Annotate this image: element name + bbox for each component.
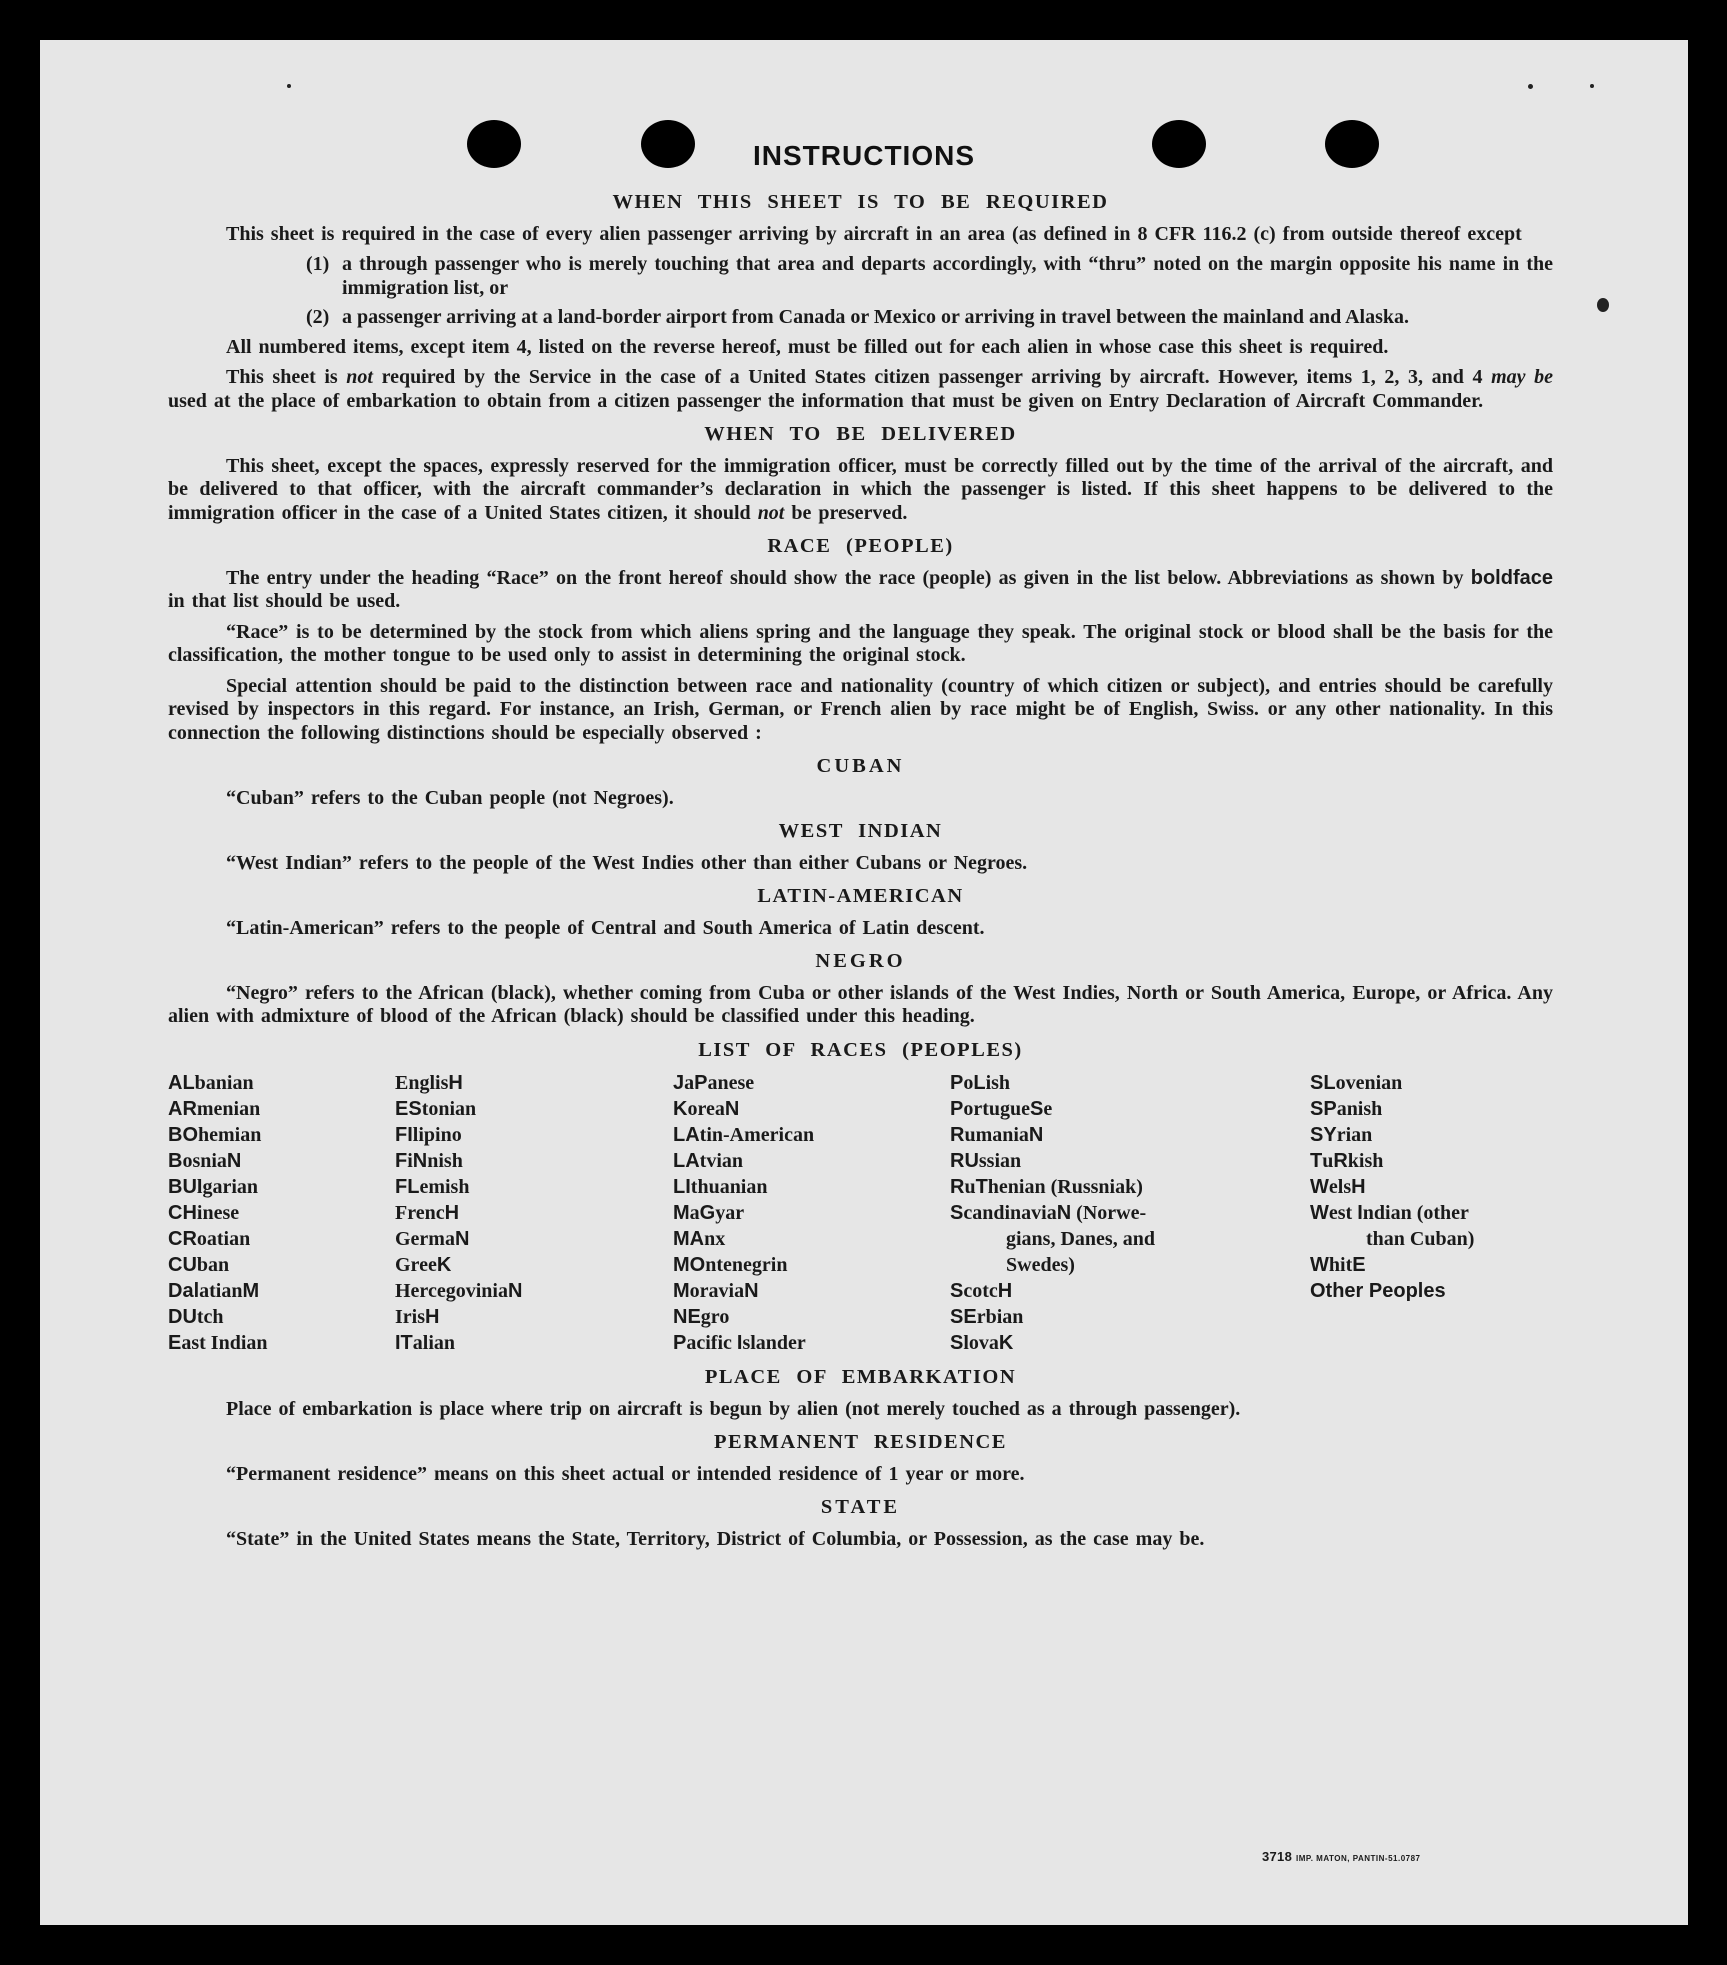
race-entry: FLemish <box>395 1176 470 1198</box>
race-entry: PortugueSe <box>950 1098 1053 1120</box>
race-entry: FrencH <box>395 1202 460 1224</box>
race-entry: JaPanese <box>673 1072 755 1094</box>
heading-list-of-races: LIST OF RACES (PEOPLES) <box>698 1038 1023 1061</box>
item-number: (1) <box>306 253 330 275</box>
race-entry: TuRkish <box>1310 1150 1384 1172</box>
heading-when-required: WHEN THIS SHEET IS TO BE REQUIRED <box>612 191 1109 213</box>
race-entry: RuThenian (Russniak) <box>950 1176 1143 1198</box>
emphasis-not: not <box>757 501 785 524</box>
race-entry: MOntenegrin <box>673 1254 788 1276</box>
race-entry: East Indian <box>168 1332 268 1354</box>
race-entry: West Indian (other <box>1310 1202 1469 1224</box>
race-entry: BUlgarian <box>168 1176 259 1198</box>
race-column <box>168 1070 395 1356</box>
text-run: The entry under the heading “Race” on the front hereof should show the race (people) as given in the list below. Abbreviations as shown by <box>226 566 1471 589</box>
heading-permanent-residence: PERMANENT RESIDENCE <box>714 1431 1007 1453</box>
race-entry: MoraviaN <box>673 1280 759 1302</box>
race-entry: FIlipino <box>395 1124 462 1146</box>
instruction-sheet <box>40 40 1688 1925</box>
race-entry: Pacific Islander <box>673 1332 806 1354</box>
race-entry: SPanish <box>1310 1098 1383 1120</box>
embarkation-text: Place of embarkation is place where trip on aircraft is begun by alien (not merely touched as a through passenger). <box>226 1397 1241 1420</box>
state-text: “State” in the United States means the State, Territory, District of Columbia, or Possession, as the case may be. <box>226 1527 1205 1550</box>
race-entry: SYrian <box>1310 1124 1373 1146</box>
heading-latin-american: LATIN-AMERICAN <box>757 885 964 907</box>
race-entry: LAtin-American <box>673 1124 815 1146</box>
emphasis-not: not <box>346 366 373 388</box>
printer-name: IMP. MATON, PANTIN-51.0787 <box>1296 1854 1421 1863</box>
race-entry: DUtch <box>168 1306 224 1328</box>
exception-item-1 <box>168 253 1553 300</box>
page-title: INSTRUCTIONS <box>753 140 975 171</box>
race-column <box>950 1070 1310 1356</box>
negro-text: “Negro” refers to the African (black), whether coming from Cuba or other islands of the West Indies, North or South America, Europe, or Africa. Any alien with admixture of blood of the African (black) should be classified under this heading. <box>168 981 1553 1027</box>
race-entry: ARmenian <box>168 1098 261 1120</box>
printer-mark <box>1262 1849 1420 1864</box>
race-column <box>673 1070 950 1356</box>
race-entry: CHinese <box>168 1202 240 1224</box>
race-entry: FiNnish <box>395 1150 463 1172</box>
text-run: be preserved. <box>784 501 908 524</box>
race-entry: GermaN <box>395 1228 470 1250</box>
race-entry: EnglisH <box>395 1072 463 1094</box>
race-paragraph-2: “Race” is to be determined by the stock from which aliens spring and the language they speak. The original stock or blood shall be the basis for the classification, the mother tongue to be used only to assist in determining the original stock. <box>168 620 1553 666</box>
race-entry: HercegoviniaN <box>395 1280 523 1302</box>
boldface-word: boldface <box>1470 566 1553 589</box>
race-entry: IrisH <box>395 1306 440 1328</box>
heading-state: STATE <box>820 1496 901 1518</box>
race-entry: Swedes) <box>1006 1254 1075 1276</box>
latin-american-text: “Latin-American” refers to the people of Central and South America of Latin descent. <box>226 916 985 939</box>
emphasis-may-be: may be <box>1491 366 1553 388</box>
form-number: 3718 <box>1262 1849 1293 1864</box>
text-run: This sheet is <box>226 366 347 388</box>
race-entry: ALbanian <box>168 1072 254 1094</box>
instruction-body <box>168 185 1553 1558</box>
cuban-text: “Cuban” refers to the Cuban people (not Negroes). <box>226 786 674 809</box>
ink-speck <box>1597 298 1609 312</box>
race-entry: ScotcH <box>950 1280 1013 1302</box>
residence-text: “Permanent residence” means on this sheet actual or intended residence of 1 year or more. <box>226 1462 1025 1485</box>
race-entry: DalatianM <box>168 1280 260 1302</box>
race-entry: BosniaN <box>168 1150 242 1172</box>
race-entry: ITalian <box>395 1332 456 1354</box>
text-run: This sheet, except the spaces, expressly reserved for the immigration officer, must be correctly filled out by the time of the arrival of the aircraft, and be delivered to that officer, with the aircraft commander’s declaration in which the passenger is listed. If this sheet happens to be delivered to the immigration officer in the case of a United States citizen, it should <box>168 454 1553 524</box>
race-entry: SLovenian <box>1310 1072 1403 1094</box>
race-entry: MAnx <box>673 1228 726 1250</box>
ink-speck <box>1528 84 1533 89</box>
delivered-paragraph <box>168 455 1553 526</box>
text-run: used at the place of embarkation to obtain from a citizen passenger the information that must be given on Entry Declaration of Aircraft Commander. <box>168 389 1484 412</box>
race-entry: GreeK <box>395 1254 452 1276</box>
race-entry: WelsH <box>1310 1176 1366 1198</box>
race-entry: WhitE <box>1310 1254 1366 1276</box>
race-entry: EStonian <box>395 1098 477 1120</box>
citizen-paragraph <box>168 366 1553 413</box>
race-column <box>395 1070 673 1356</box>
heading-race: RACE (PEOPLE) <box>767 535 954 557</box>
race-entry: RUssian <box>950 1150 1022 1172</box>
required-intro: This sheet is required in the case of every alien passenger arriving by aircraft in an area (as defined in 8 CFR 116.2 (c) from outside thereof except <box>226 222 1522 245</box>
race-entry: ScandinaviaN (Norwe- <box>950 1202 1147 1224</box>
race-entry: NEgro <box>673 1306 730 1328</box>
race-entry: PoLish <box>950 1072 1011 1094</box>
west-indian-text: “West Indian” refers to the people of the West Indies other than either Cubans or Negroes. <box>226 851 1028 874</box>
race-entry: LIthuanian <box>673 1176 768 1198</box>
race-entry: CRoatian <box>168 1228 251 1250</box>
race-list <box>168 1070 1553 1356</box>
race-entry: CUban <box>168 1254 230 1276</box>
race-entry: KoreaN <box>673 1098 740 1120</box>
ink-speck <box>287 84 291 88</box>
ink-speck <box>1590 84 1594 88</box>
race-entry: than Cuban) <box>1366 1228 1475 1250</box>
item-number: (2) <box>306 306 330 328</box>
race-entry: Other Peoples <box>1310 1280 1446 1302</box>
numbered-items-paragraph: All numbered items, except item 4, listed on the reverse hereof, must be filled out for each alien in whose case this sheet is required. <box>226 335 1389 358</box>
heading-cuban: CUBAN <box>816 755 905 777</box>
heading-when-delivered: WHEN TO BE DELIVERED <box>704 423 1017 445</box>
race-paragraph-3: Special attention should be paid to the distinction between race and nationality (country of which citizen or subject), and entries should be carefully revised by inspectors in this regard. For instance, an Irish, German, or French alien by race might be of English, Swiss. or any other nationality. In this connection the following distinctions should be especially observed : <box>168 674 1553 744</box>
item-text: a through passenger who is merely touching that area and departs accordingly, with “thru” noted on the margin opposite his name in the immigration list, or <box>342 253 1553 299</box>
heading-west-indian: WEST INDIAN <box>778 820 943 842</box>
heading-place-of-embarkation: PLACE OF EMBARKATION <box>704 1366 1017 1388</box>
exception-item-2 <box>168 306 1553 330</box>
race-entry: MaGyar <box>673 1202 745 1224</box>
race-entry: RumaniaN <box>950 1124 1044 1146</box>
item-text: a passenger arriving at a land-border airport from Canada or Mexico or arriving in travel between the mainland and Alaska. <box>342 306 1410 328</box>
race-column <box>1310 1070 1560 1356</box>
text-run: required by the Service in the case of a United States citizen passenger arriving by aircraft. However, items 1, 2, 3, and 4 <box>372 366 1492 388</box>
text-run: in that list should be used. <box>168 590 401 612</box>
race-entry: LAtvian <box>673 1150 744 1172</box>
race-paragraph-1 <box>168 567 1553 614</box>
race-entry: SErbian <box>950 1306 1024 1328</box>
race-entry: SlovaK <box>950 1332 1014 1354</box>
race-entry: gians, Danes, and <box>1006 1228 1155 1250</box>
heading-negro: NEGRO <box>815 950 906 972</box>
race-entry: BOhemian <box>168 1124 262 1146</box>
